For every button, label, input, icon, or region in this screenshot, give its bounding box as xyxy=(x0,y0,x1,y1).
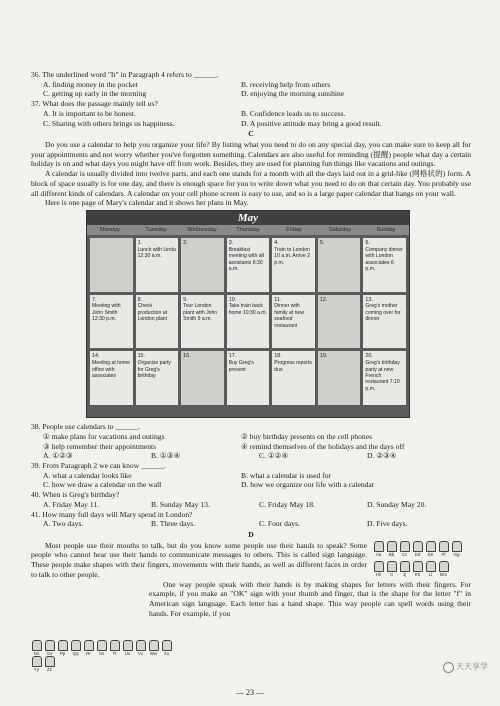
sign-letter xyxy=(135,640,146,654)
hand-sign-icon xyxy=(32,640,42,651)
calendar-day-number: 14. xyxy=(92,353,100,360)
question-38-stem: 38. People use calendars to ______. xyxy=(31,422,141,432)
hand-sign-icon xyxy=(110,640,120,651)
calendar-day-entry: Organize party for Greg's birthday xyxy=(137,360,171,379)
calendar-day-entry: Tour London plant with John Smith 9 a.m. xyxy=(183,303,218,323)
statement: ④ remind themselves of the holidays and the days off xyxy=(241,441,405,451)
hand-sign-icon xyxy=(374,541,384,552)
page-number: — 23 — xyxy=(236,688,264,697)
hand-sign-icon xyxy=(387,541,397,552)
weekday-label: Thursday xyxy=(236,227,260,234)
option: A. Two days. xyxy=(43,519,84,529)
sign-letter xyxy=(438,541,449,555)
calendar-day-number: 4. xyxy=(274,240,279,247)
hand-sign-icon xyxy=(426,561,436,572)
calendar-grid xyxy=(87,235,409,408)
passage-d-paragraph-2: One way people speak with their hands is by making shapes for letters with their fingers. For example, if you make an "OK" sign with your thumb and finger, that is the shape for the letter "f" in American sign language. Each letter has a hand shape. This way people can spell words using their hands. For example, if you xyxy=(149,579,471,618)
sign-letter xyxy=(109,640,120,654)
calendar-day-entry: Dinner with family at new seafood restaurant xyxy=(274,303,305,329)
hand-sign-icon xyxy=(71,640,81,651)
hand-sign-icon xyxy=(400,561,410,572)
sign-letter xyxy=(122,640,133,654)
calendar-day-entry: Buy Greg's present xyxy=(228,360,254,373)
hand-sign-icon xyxy=(45,640,55,651)
calendar-day-cell xyxy=(272,295,315,349)
calendar-day-number: 16. xyxy=(183,353,191,360)
calendar-day-cell xyxy=(136,351,179,405)
option: B. Sunday May 13. xyxy=(151,499,210,509)
calendar-day-cell xyxy=(181,295,224,349)
option: D. A positive attitude may bring a good result. xyxy=(241,118,382,128)
hand-sign-icon xyxy=(136,640,146,651)
sign-letter-label: Nn xyxy=(33,651,40,656)
calendar-day-cell xyxy=(227,351,270,405)
calendar-day-cell xyxy=(90,351,133,405)
sign-letter xyxy=(438,561,449,578)
calendar-day-cell xyxy=(318,238,361,292)
hand-sign-icon xyxy=(400,541,410,552)
option: C. Sharing with others brings us happiness. xyxy=(43,118,175,128)
sign-letter xyxy=(31,656,42,670)
question-41-options xyxy=(31,519,471,529)
calendar-weekday-header xyxy=(87,225,409,235)
sign-letter xyxy=(425,541,436,555)
question-36-stem: 36. The underlined word "It" in Paragraph 4 refers to ______. xyxy=(31,70,219,79)
weekday-label: Friday xyxy=(286,227,302,234)
statement: ③ help remember their appointments xyxy=(43,441,157,451)
hand-sign-icon xyxy=(149,640,159,651)
sign-letter-label: Ll xyxy=(428,572,433,578)
sign-letter xyxy=(399,561,410,578)
hand-sign-icon xyxy=(374,561,384,572)
calendar-day-cell xyxy=(136,295,179,349)
sign-letter-label: Oo xyxy=(46,651,53,656)
passage-c-paragraph-2: A calendar is usually divided into twelve parts, and each one stands for a month with all the days laid out in a grid-like (网格状的) form. A block of space usually is for one day, and there is enough space for you to write down what you need to do on that certain day. You probably use all different kinds of calendars. A calendar on your cell phone screen is easy to use, and so is a large paper calendar that hangs on your wall. xyxy=(31,169,471,198)
question-38-items xyxy=(31,432,471,451)
sign-letter-label: Ww xyxy=(149,651,158,656)
calendar-day-entry: Greg's mother coming over for dinner xyxy=(365,303,401,323)
calendar-day-number: 5. xyxy=(319,240,325,247)
sign-letter xyxy=(161,640,172,654)
option: A. It is important to be honest. xyxy=(43,108,136,118)
calendar-day-cell xyxy=(181,238,224,292)
calendar-day-number: 13. xyxy=(365,296,373,303)
calendar-day-cell xyxy=(90,238,133,292)
sign-letter-label: Pp xyxy=(59,651,66,656)
question-41-stem: 41. How many full days will Mary spend in London? xyxy=(31,509,193,519)
calendar-day-cell xyxy=(136,238,179,292)
sign-letter-label: Qq xyxy=(72,651,79,656)
option: B. ①③④ xyxy=(151,451,181,461)
hand-sign-icon xyxy=(84,640,94,651)
sign-letter-label: Hh xyxy=(375,572,382,578)
sign-letter-label: Jj xyxy=(402,572,407,578)
option: D. ②③④ xyxy=(367,451,397,461)
hand-sign-icon xyxy=(439,541,449,552)
sign-letter-label: Cc xyxy=(401,551,408,557)
option: B. Three days. xyxy=(151,519,196,529)
sign-letter-label: Ii xyxy=(390,572,393,578)
sign-letter xyxy=(386,561,397,578)
may-calendar xyxy=(86,210,410,418)
option: D. Five days. xyxy=(367,519,408,529)
sign-letter xyxy=(412,541,423,555)
calendar-day-entry: Progress reports due xyxy=(274,360,312,373)
hand-sign-icon xyxy=(123,640,133,651)
calendar-day-cell xyxy=(181,351,224,405)
calendar-day-number: 2. xyxy=(183,240,188,247)
hand-sign-icon xyxy=(387,561,397,572)
sign-letter xyxy=(148,640,159,654)
option: C. Four days. xyxy=(259,519,300,529)
passage-c-paragraph-3: Here is one page of Mary's calendar and it shows her plans in May. xyxy=(45,198,249,208)
sign-letter xyxy=(44,656,55,670)
hand-sign-icon xyxy=(97,640,107,651)
option: B. receiving help from others xyxy=(241,79,331,89)
option: B. what a calendar is used for xyxy=(241,470,332,480)
calendar-day-entry: Breakfast meeting with all assistants 8:30 a.m. xyxy=(228,246,264,272)
calendar-day-entry: Company dinner with London associates 6 p.m. xyxy=(365,246,403,272)
weekday-label: Sunday xyxy=(376,227,396,234)
question-39-options xyxy=(31,471,471,490)
option: C. how we draw a calendar on the wall xyxy=(43,480,162,490)
option: A. finding money in the pocket xyxy=(43,79,138,89)
calendar-day-cell xyxy=(363,295,406,349)
sign-letter xyxy=(399,541,410,555)
option: C. getting up early in the morning xyxy=(43,89,147,99)
calendar-day-number: 7. xyxy=(92,296,97,303)
sign-language-chart-bottom xyxy=(31,640,181,670)
sign-letter xyxy=(96,640,107,654)
sign-letter-label: Xx xyxy=(163,651,170,656)
question-36-options xyxy=(31,80,471,99)
sign-letter-label: Ee xyxy=(427,551,434,557)
calendar-day-number: 10. xyxy=(228,296,237,303)
calendar-day-cell xyxy=(227,238,270,292)
sign-letter-label: Zz xyxy=(47,667,52,672)
option: C. Friday May 18. xyxy=(259,499,315,509)
question-37-stem: 37. What does the passage mainly tell us? xyxy=(31,99,158,109)
sign-letter xyxy=(31,640,42,654)
sign-letter xyxy=(373,561,384,578)
calendar-day-entry: Meeting at home office with associates xyxy=(92,360,130,379)
calendar-day-cell xyxy=(318,295,361,349)
hand-sign-icon xyxy=(452,541,462,552)
option: A. ①②③ xyxy=(43,451,73,461)
statement: ② buy birthday presents on the cell phones xyxy=(241,431,373,441)
calendar-day-number: 11. xyxy=(274,296,282,303)
passage-d-block xyxy=(31,541,471,580)
passage-d-paragraph-1: Most people use their mouths to talk, but do you know some people use their hands to speak? Some people who cannot hear use their hands to communicate messages to others. This is called sign language. These people make shapes with their fingers, movements with their hands, as well as different faces in order to talk to other people. xyxy=(31,540,367,579)
hand-sign-icon xyxy=(162,640,172,651)
sign-letter-label: Dd xyxy=(414,551,421,557)
hand-sign-icon xyxy=(413,541,423,552)
question-40-stem: 40. When is Greg's birthday? xyxy=(31,490,120,500)
calendar-day-number: 19. xyxy=(319,353,328,360)
calendar-day-entry: Train to London 10 a.m. Arrive 2 p.m. xyxy=(274,246,310,266)
sign-letter-label: Mm xyxy=(439,572,448,578)
option: C. ①②④ xyxy=(259,451,289,461)
sign-letter-label: Tt xyxy=(112,651,117,656)
sign-letter xyxy=(70,640,81,654)
calendar-day-cell xyxy=(363,351,406,405)
calendar-day-entry: Meeting with John Smith 12:30 p.m. xyxy=(92,303,121,323)
calendar-day-cell xyxy=(318,351,361,405)
watermark xyxy=(443,662,488,673)
sign-letter-label: Gg xyxy=(453,551,460,557)
sign-letter-label: Yy xyxy=(33,667,40,672)
question-39-stem: 39. From Paragraph 2 we can know ______. xyxy=(31,460,166,470)
calendar-day-entry: Check production at London plant xyxy=(137,303,168,323)
sign-letter-label: Rr xyxy=(86,651,91,656)
option: D. Sunday May 20. xyxy=(367,499,427,509)
weekday-label: Tuesday xyxy=(145,227,167,234)
sign-letter xyxy=(44,640,55,654)
option: A. what a calendar looks like xyxy=(43,470,132,480)
calendar-day-cell xyxy=(363,238,406,292)
option: A. Friday May 11. xyxy=(43,499,100,509)
wechat-logo-icon xyxy=(443,662,454,673)
section-c-heading: C xyxy=(248,129,254,139)
sign-letter xyxy=(386,541,397,555)
option: D. how we organize our life with a calendar xyxy=(241,480,375,490)
sign-language-chart-top xyxy=(373,541,471,580)
hand-sign-icon xyxy=(45,656,55,667)
sign-letter-label: Aa xyxy=(375,551,382,557)
option: D. enjoying the morning sunshine xyxy=(241,89,345,99)
calendar-day-number: 8. xyxy=(137,296,143,303)
watermark-text: 天天享学 xyxy=(456,662,488,672)
calendar-day-number: 6. xyxy=(365,240,370,247)
calendar-day-entry: Lunch with Linda 12:30 a.m. xyxy=(137,246,176,260)
hand-sign-icon xyxy=(413,561,423,572)
sign-letter xyxy=(57,640,68,654)
question-37-options xyxy=(31,109,471,128)
calendar-month-title: May xyxy=(87,211,409,225)
question-40-options xyxy=(31,500,471,510)
calendar-day-cell xyxy=(272,351,315,405)
statement: ① make plans for vacations and outings xyxy=(43,431,165,441)
calendar-day-cell xyxy=(90,295,133,349)
sign-letter-label: Bb xyxy=(388,551,395,557)
option: B. Confidence leads us to success. xyxy=(241,108,346,118)
weekday-label: Saturday xyxy=(328,227,352,234)
calendar-day-number: 1. xyxy=(137,240,143,247)
sign-letter-label: Ss xyxy=(98,651,105,656)
hand-sign-icon xyxy=(439,561,449,572)
weekday-label: Wednesday xyxy=(187,227,217,234)
calendar-day-number: 18. xyxy=(274,353,282,360)
hand-sign-icon xyxy=(426,541,436,552)
section-d-heading: D xyxy=(248,529,254,539)
sign-letter xyxy=(451,541,462,555)
calendar-day-number: 15. xyxy=(137,353,146,360)
exam-page xyxy=(31,70,471,618)
calendar-day-number: 9. xyxy=(183,296,188,303)
passage-c-paragraph-1: Do you use a calendar to help you organize your life? By listing what you need to do on any special day, you can make sure to keep all for your appointments and not worry whether you've forgotten something. Calendars are also useful for reminding (提醒) people what day a certain holiday is on and what days you might have off from work. Besides, they are used for planning fun things like vacations and outings. xyxy=(31,140,471,169)
sign-letter-label: Ff xyxy=(441,551,446,557)
hand-sign-icon xyxy=(32,656,42,667)
sign-letter xyxy=(425,561,436,578)
calendar-day-number: 20. xyxy=(365,353,373,360)
sign-letter-label: Kk xyxy=(414,572,421,578)
hand-sign-icon xyxy=(58,640,68,651)
sign-letter xyxy=(83,640,94,654)
calendar-day-number: 3. xyxy=(228,240,234,247)
calendar-day-number: 12. xyxy=(319,296,328,303)
calendar-day-number: 17. xyxy=(228,353,237,360)
question-38-options xyxy=(31,451,471,461)
weekday-label: Monday xyxy=(100,227,120,234)
sign-letter-label: Vv xyxy=(137,651,144,656)
calendar-day-entry: Take train back home 10:30 a.m. xyxy=(228,303,267,316)
calendar-day-cell xyxy=(227,295,270,349)
sign-letter-label: Uu xyxy=(124,651,131,656)
calendar-day-entry: Greg's birthday party at new French restaurant 7:10 p.m. xyxy=(365,360,400,392)
calendar-day-cell xyxy=(272,238,315,292)
sign-letter xyxy=(373,541,384,555)
sign-letter xyxy=(412,561,423,578)
